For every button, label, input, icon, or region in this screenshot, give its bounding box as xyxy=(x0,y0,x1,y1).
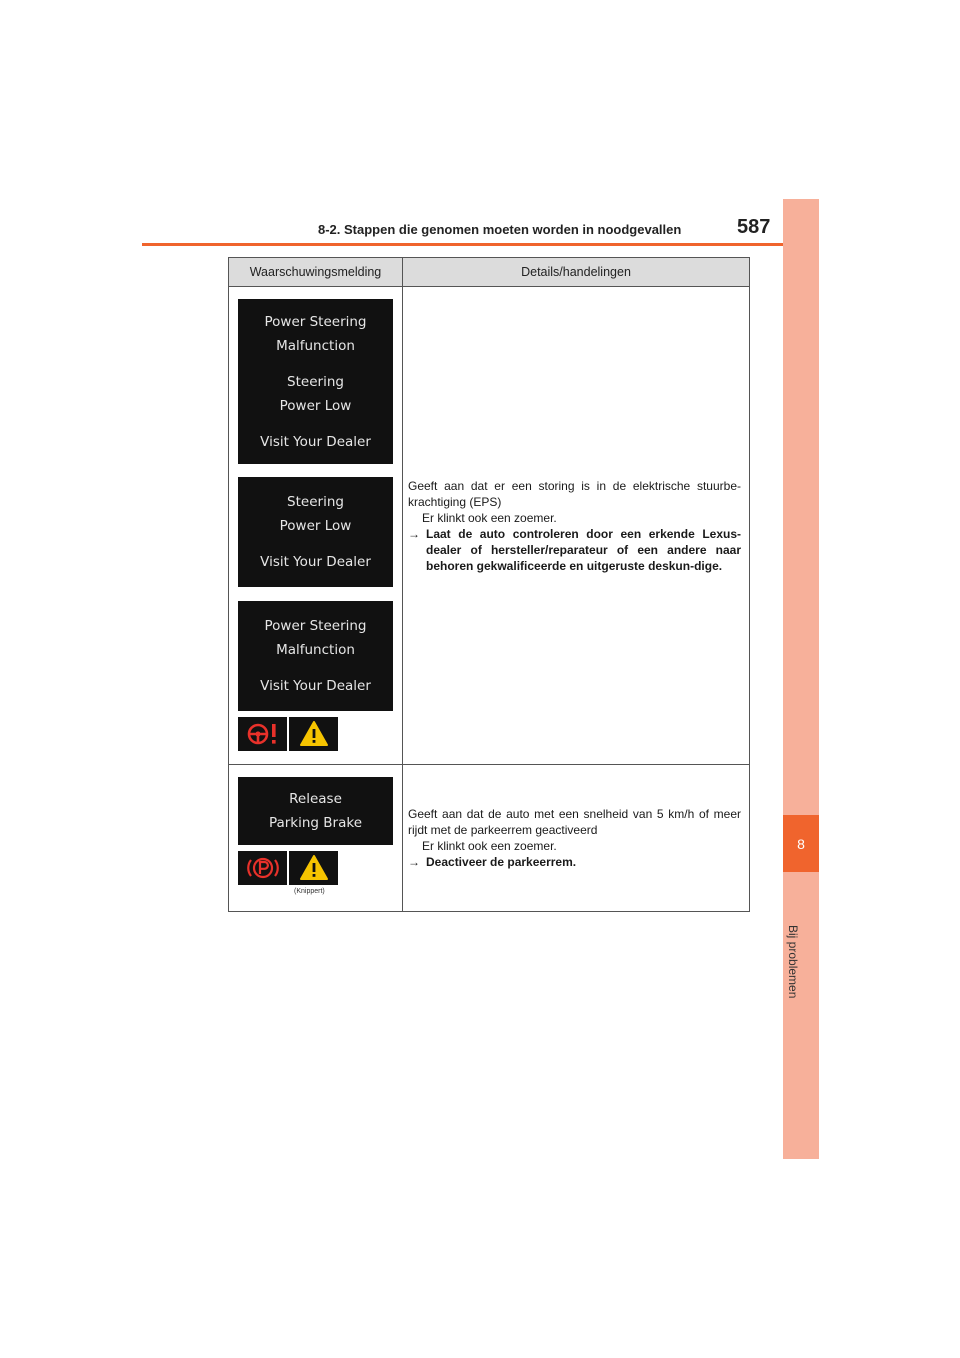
page-number: 587 xyxy=(737,216,771,238)
screen-line: Visit Your Dealer xyxy=(260,554,371,570)
chapter-number: 8 xyxy=(797,835,805,852)
action-text: Laat de auto controleren door een erkende Lexus-dealer of hersteller/reparateur of een andere naar behoren gekwalificeerde en uitgeruste deskun-dige. xyxy=(426,526,741,573)
display-screen-power-steering-malfunction xyxy=(238,601,393,711)
table-header-row xyxy=(229,258,750,287)
steering-warning-icon xyxy=(238,717,287,751)
details-cell xyxy=(403,765,750,912)
screen-line: Malfunction xyxy=(276,337,355,354)
section-title: 8-2. Stappen die genomen moeten worden in noodgevallen xyxy=(318,222,682,237)
column-header-message: Waarschuwingsmelding xyxy=(229,258,403,287)
action-arrow: → xyxy=(408,526,420,541)
action-text: Deactiveer de parkeerrem. xyxy=(426,855,577,869)
screen-line: Steering xyxy=(287,494,344,510)
warning-description: Geeft aan dat er een storing is in de elektrische stuurbe-krachtiging (EPS) xyxy=(408,478,741,509)
action-arrow: → xyxy=(408,855,420,869)
blinking-caption: (Knippert) xyxy=(294,888,325,895)
warning-message-cell xyxy=(229,765,403,912)
warning-description: Geeft aan dat de auto met een snelheid van 5 km/h of meer rijdt met de parkeerrem geactiveerd xyxy=(408,807,741,837)
screen-line: Power Low xyxy=(279,397,352,414)
display-screen-eps-full xyxy=(238,299,393,464)
master-warning-icon xyxy=(289,851,338,885)
screen-line: Visit Your Dealer xyxy=(260,678,371,694)
screen-line: Visit Your Dealer xyxy=(260,433,371,450)
warning-message-table xyxy=(228,257,750,912)
buzzer-note: Er klinkt ook een zoemer. xyxy=(422,839,557,853)
screen-line: Steering xyxy=(287,373,344,390)
parking-brake-icon xyxy=(238,851,287,885)
screen-line: Power Steering xyxy=(264,313,367,330)
column-header-details: Details/handelingen xyxy=(403,258,750,287)
warning-message-cell xyxy=(229,287,403,765)
details-cell xyxy=(403,287,750,765)
header-rule xyxy=(142,243,819,246)
screen-line: Release xyxy=(289,791,342,807)
master-warning-icon xyxy=(289,717,338,751)
display-screen-steering-power-low xyxy=(238,477,393,587)
screen-line: Malfunction xyxy=(276,642,355,658)
buzzer-note: Er klinkt ook een zoemer. xyxy=(422,510,557,525)
table-row xyxy=(229,765,750,912)
screen-line: Parking Brake xyxy=(268,815,363,831)
chapter-label: Bij problemen xyxy=(786,925,800,999)
screen-line: Power Steering xyxy=(264,618,367,634)
display-screen-release-parking-brake xyxy=(238,777,393,845)
table-row xyxy=(229,287,750,765)
chapter-number-tab[interactable] xyxy=(783,815,819,872)
screen-line: Power Low xyxy=(279,518,352,534)
